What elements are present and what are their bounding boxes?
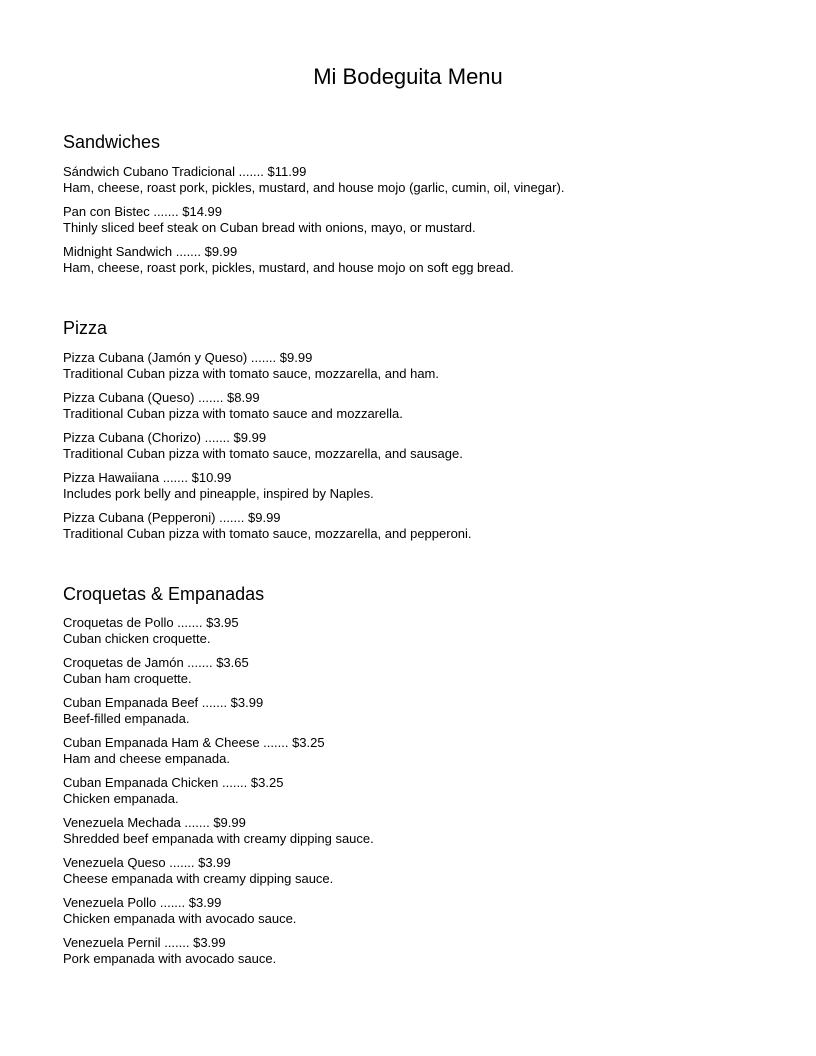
dot-leader: ....... bbox=[247, 349, 280, 365]
item-name-line bbox=[63, 735, 753, 751]
item-name: Pizza Cubana (Queso) bbox=[63, 389, 195, 405]
item-price: $3.99 bbox=[188, 895, 222, 911]
item-description: Ham, cheese, roast pork, pickles, mustard, and house mojo on soft egg bread. bbox=[63, 259, 514, 275]
item-description: Pork empanada with avocado sauce. bbox=[63, 951, 277, 967]
item-name: Pizza Cubana (Chorizo) bbox=[63, 429, 202, 445]
dot-leader: ....... bbox=[160, 935, 194, 951]
item-name-line bbox=[63, 855, 753, 871]
item-price: $9.99 bbox=[204, 243, 238, 259]
item-description: Traditional Cuban pizza with tomato sauce, mozzarella, and ham. bbox=[63, 365, 439, 381]
dot-leader: ....... bbox=[173, 615, 207, 631]
dot-leader: ....... bbox=[194, 389, 228, 405]
item-price: $3.99 bbox=[230, 695, 264, 711]
dot-leader: ....... bbox=[156, 895, 189, 911]
item-name-line bbox=[63, 775, 753, 791]
item-price: $9.99 bbox=[279, 349, 313, 365]
item-name-line bbox=[63, 244, 753, 260]
item-name-line bbox=[63, 935, 753, 951]
item-description: Ham, cheese, roast pork, pickles, mustard, and house mojo (garlic, cumin, oil, vinegar). bbox=[63, 179, 565, 195]
item-description: Traditional Cuban pizza with tomato sauce, mozzarella, and sausage. bbox=[63, 445, 463, 461]
page-title: Mi Bodeguita Menu bbox=[313, 64, 503, 89]
item-name-line bbox=[63, 350, 753, 366]
item-name: Cuban Empanada Ham & Cheese bbox=[63, 735, 260, 751]
menu-item bbox=[63, 430, 753, 462]
item-price: $11.99 bbox=[267, 163, 307, 179]
item-name-line bbox=[63, 655, 753, 671]
menu-item bbox=[63, 895, 753, 927]
section-heading: Pizza bbox=[63, 317, 108, 338]
menu-item bbox=[63, 510, 753, 542]
section-heading: Croquetas & Empanadas bbox=[63, 583, 265, 604]
dot-leader: ....... bbox=[235, 163, 268, 179]
dot-leader: ....... bbox=[159, 469, 192, 485]
item-name-line bbox=[63, 615, 753, 631]
section-heading: Sandwiches bbox=[63, 132, 161, 153]
section-sandwiches bbox=[63, 132, 753, 276]
item-name: Pizza Cubana (Jamón y Queso) bbox=[63, 349, 248, 365]
menu-item bbox=[63, 615, 753, 647]
menu-item bbox=[63, 815, 753, 847]
section-pizza bbox=[63, 318, 753, 542]
item-description: Includes pork belly and pineapple, inspired by Naples. bbox=[63, 485, 374, 501]
item-name-line bbox=[63, 510, 753, 526]
menu-item bbox=[63, 164, 753, 196]
item-name-line bbox=[63, 390, 753, 406]
menu-item bbox=[63, 935, 753, 967]
item-name: Croquetas de Jamón bbox=[63, 655, 184, 671]
item-name: Venezuela Mechada bbox=[63, 815, 181, 831]
item-description: Traditional Cuban pizza with tomato sauce, mozzarella, and pepperoni. bbox=[63, 525, 472, 541]
item-name-line bbox=[63, 164, 753, 180]
menu-item bbox=[63, 204, 753, 236]
dot-leader: ....... bbox=[180, 815, 214, 831]
item-description: Chicken empanada. bbox=[63, 791, 179, 807]
item-name: Pan con Bistec bbox=[63, 203, 150, 219]
item-price: $14.99 bbox=[182, 203, 222, 219]
menu-item bbox=[63, 470, 753, 502]
menu-item bbox=[63, 655, 753, 687]
item-price: $3.95 bbox=[206, 615, 239, 631]
item-name: Pizza Cubana (Pepperoni) bbox=[63, 509, 216, 525]
item-description: Thinly sliced beef steak on Cuban bread with onions, mayo, or mustard. bbox=[63, 219, 476, 235]
item-name: Croquetas de Pollo bbox=[63, 615, 174, 631]
item-price: $8.99 bbox=[227, 389, 260, 405]
item-price: $10.99 bbox=[191, 469, 232, 485]
dot-leader: ....... bbox=[215, 509, 248, 525]
item-price: $9.99 bbox=[233, 429, 267, 445]
item-price: $3.99 bbox=[198, 855, 231, 871]
menu-item bbox=[63, 855, 753, 887]
item-name-line bbox=[63, 895, 753, 911]
item-price: $3.99 bbox=[193, 935, 226, 951]
item-name-line bbox=[63, 430, 753, 446]
item-name: Venezuela Queso bbox=[63, 855, 166, 871]
item-name-line bbox=[63, 470, 753, 486]
item-name-line bbox=[63, 695, 753, 711]
dot-leader: ....... bbox=[172, 243, 205, 259]
item-name-line bbox=[63, 815, 753, 831]
dot-leader: ....... bbox=[218, 775, 251, 791]
section-croquetas-empanadas bbox=[63, 584, 753, 968]
item-description: Cuban chicken croquette. bbox=[63, 631, 211, 647]
dot-leader: ....... bbox=[198, 695, 231, 711]
item-name: Cuban Empanada Chicken bbox=[63, 775, 219, 791]
dot-leader: ....... bbox=[201, 429, 234, 445]
item-name: Midnight Sandwich bbox=[63, 243, 173, 259]
dot-leader: ....... bbox=[149, 203, 183, 219]
menu-item bbox=[63, 695, 753, 727]
item-name: Venezuela Pernil bbox=[63, 935, 161, 951]
menu-item bbox=[63, 775, 753, 807]
menu-item bbox=[63, 350, 753, 382]
item-description: Cheese empanada with creamy dipping sauce. bbox=[63, 871, 334, 887]
item-description: Beef-filled empanada. bbox=[63, 711, 190, 727]
item-name: Pizza Hawaiiana bbox=[63, 469, 160, 485]
item-description: Cuban ham croquette. bbox=[63, 671, 192, 687]
item-price: $3.65 bbox=[216, 655, 249, 671]
item-price: $9.99 bbox=[248, 509, 281, 525]
item-name: Venezuela Pollo bbox=[63, 895, 157, 911]
dot-leader: ....... bbox=[259, 735, 293, 751]
item-name: Cuban Empanada Beef bbox=[63, 695, 199, 711]
item-description: Traditional Cuban pizza with tomato sauce and mozzarella. bbox=[63, 405, 403, 421]
item-description: Ham and cheese empanada. bbox=[63, 751, 230, 767]
dot-leader: ....... bbox=[183, 655, 217, 671]
item-price: $3.25 bbox=[292, 735, 325, 751]
menu-item bbox=[63, 390, 753, 422]
item-name: Sándwich Cubano Tradicional bbox=[63, 163, 235, 179]
dot-leader: ....... bbox=[165, 855, 199, 871]
item-price: $3.25 bbox=[250, 775, 284, 791]
menu-item bbox=[63, 244, 753, 276]
item-name-line bbox=[63, 204, 753, 220]
item-price: $9.99 bbox=[213, 815, 246, 831]
item-description: Shredded beef empanada with creamy dipping sauce. bbox=[63, 831, 374, 847]
item-description: Chicken empanada with avocado sauce. bbox=[63, 911, 297, 927]
menu-item bbox=[63, 735, 753, 767]
